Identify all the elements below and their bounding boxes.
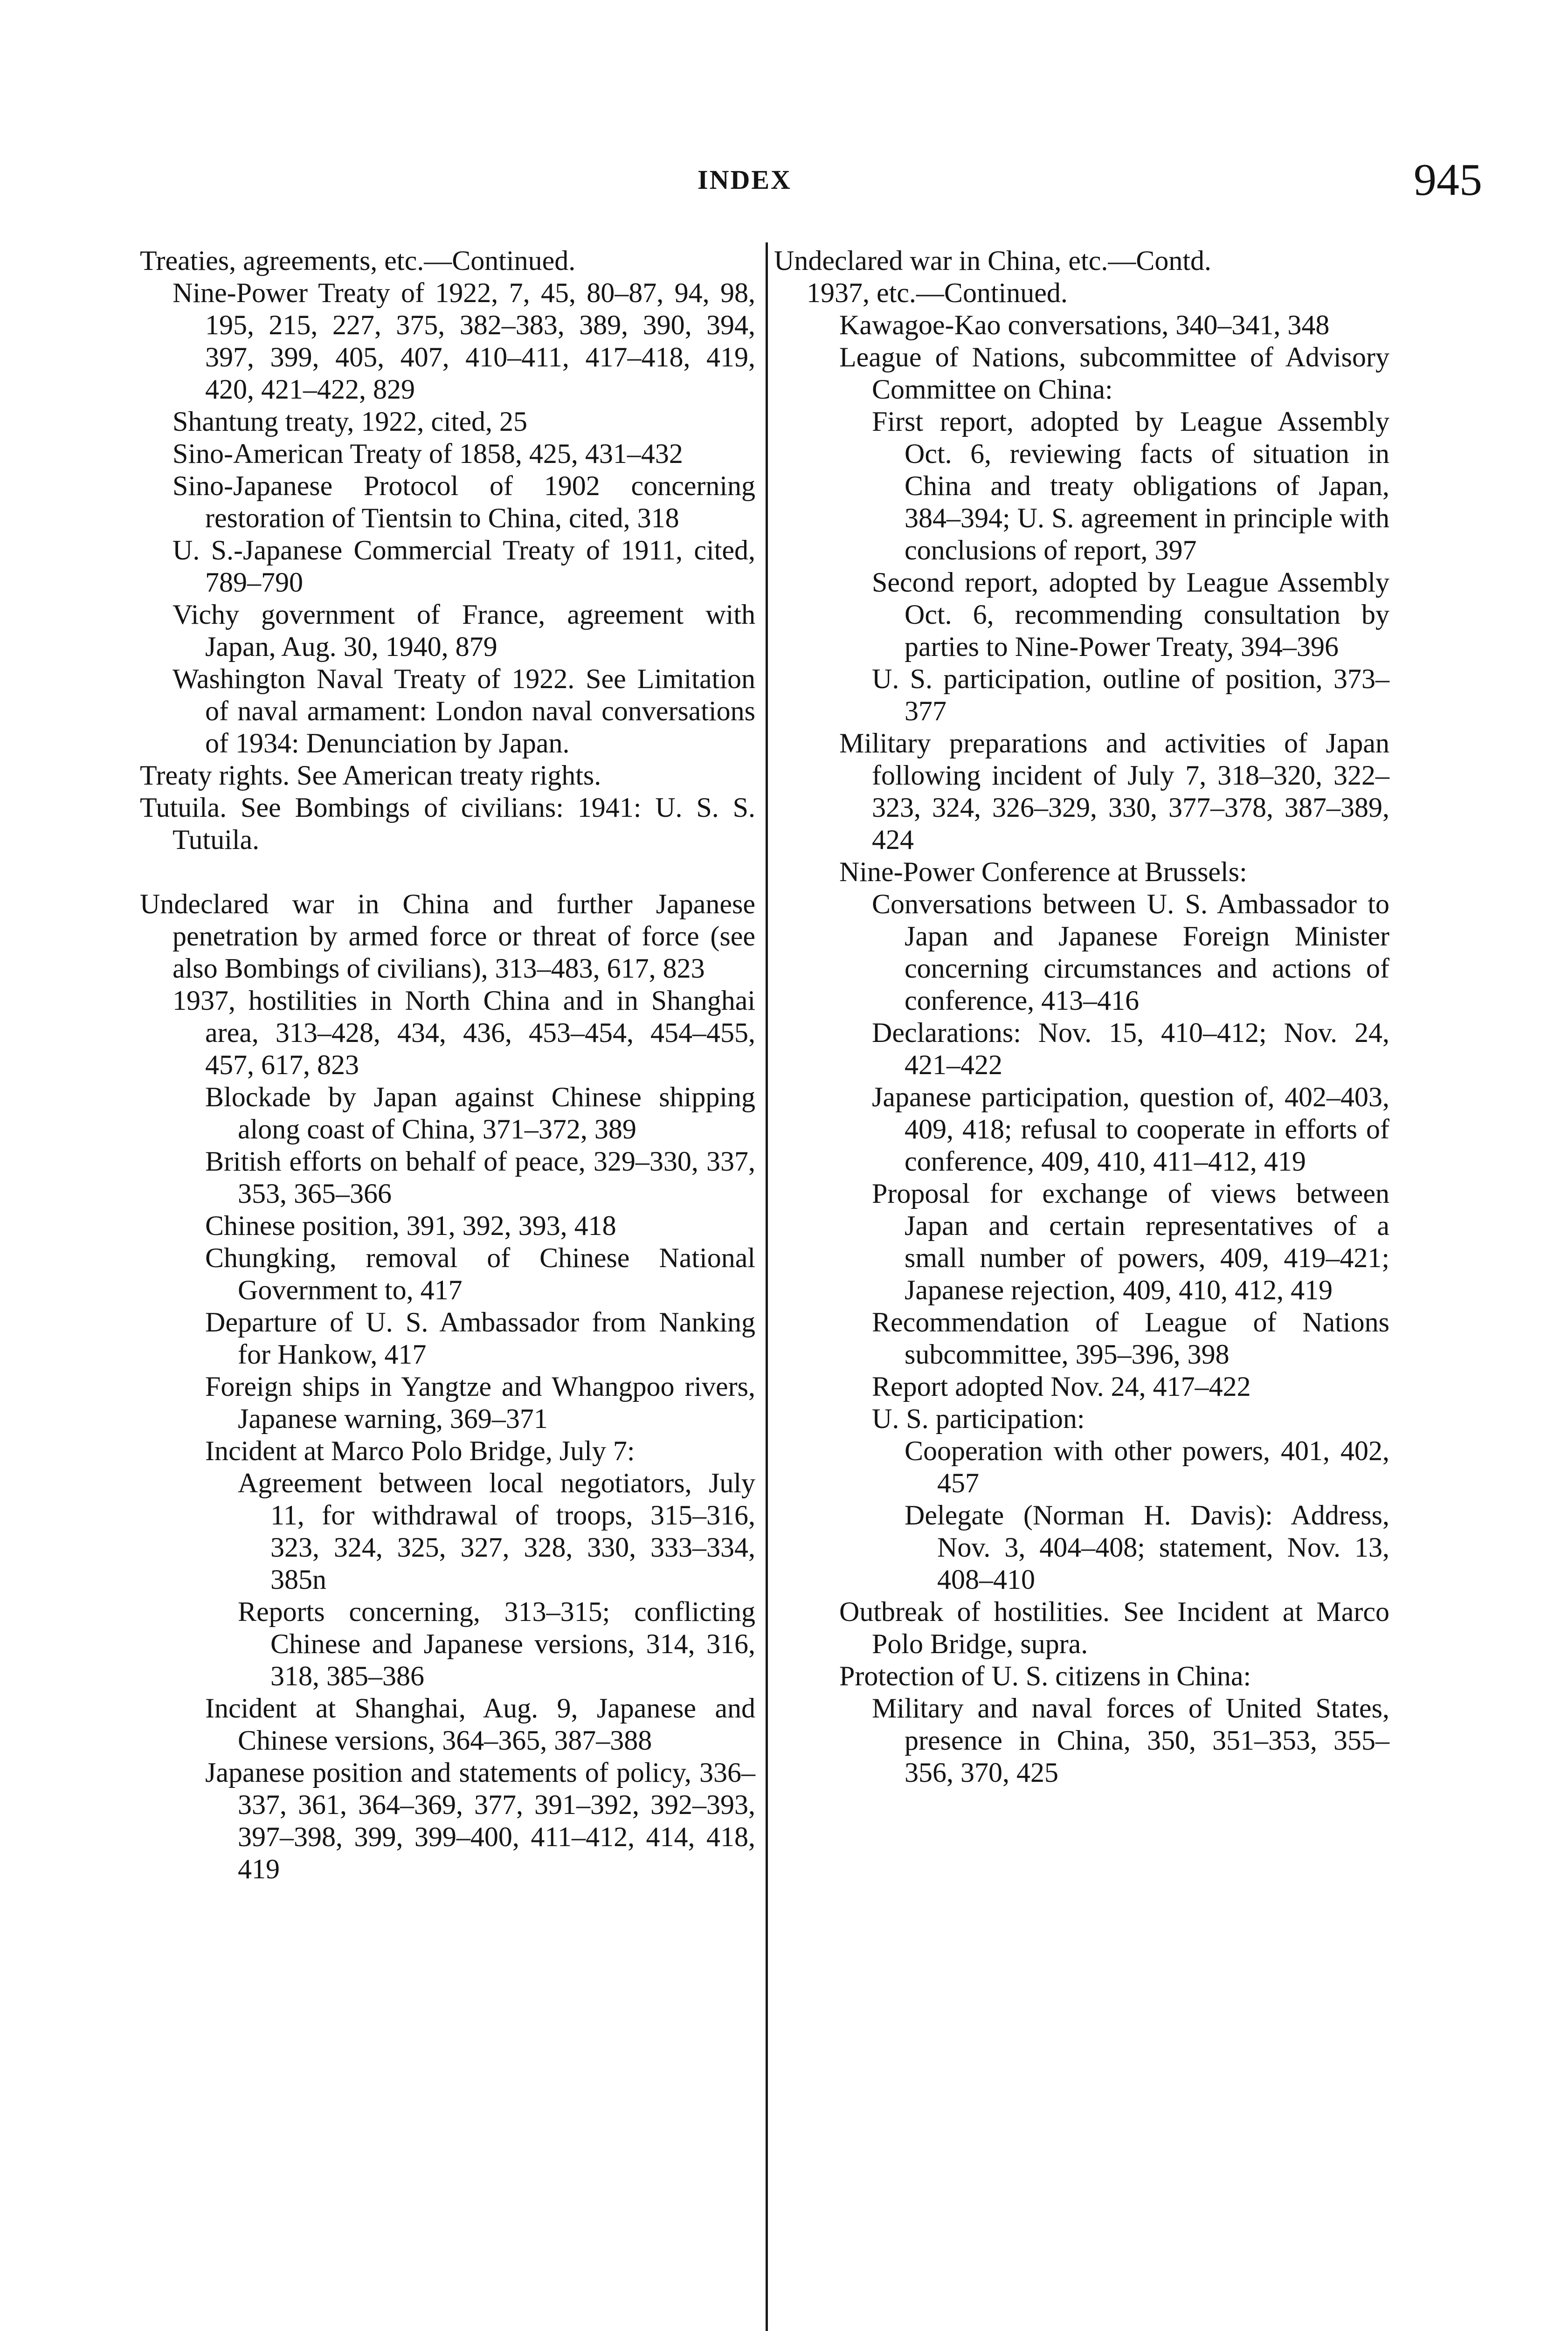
page-title: INDEX xyxy=(698,165,792,195)
column-divider xyxy=(766,242,768,2331)
index-entry: Kawagoe-Kao conversations, 340–341, 348 xyxy=(839,310,1330,340)
index-entry: Delegate (Norman H. Davis): Address, Nov. 3, 404–408; statement, Nov. 13, 408–410 xyxy=(905,1500,1389,1595)
index-entry: Chungking, removal of Chinese National Government to, 417 xyxy=(205,1242,755,1305)
index-entry: Conversations between U. S. Ambassador to Japan and Japanese Foreign Minister concerning circumstances and actions of conference, 413–416 xyxy=(872,889,1389,1016)
index-entry: Incident at Shanghai, Aug. 9, Japanese and Chinese versions, 364–365, 387–388 xyxy=(205,1693,755,1756)
index-entry: Incident at Marco Polo Bridge, July 7: xyxy=(205,1435,635,1466)
index-entry: Sino-American Treaty of 1858, 425, 431–432 xyxy=(173,438,683,469)
index-entry: Undeclared war in China, etc.—Contd. xyxy=(774,245,1212,276)
index-entry: 1937, hostilities in North China and in Shanghai area, 313–428, 434, 436, 453–454, 454–455, 457, 617, 823 xyxy=(173,985,755,1080)
index-column-left xyxy=(140,245,755,1885)
index-entry: Undeclared war in China and further Japanese penetration by armed force or threat of force (see also Bombings of civilians), 313–483, 617, 823 xyxy=(140,889,755,984)
index-entry: Second report, adopted by League Assembly Oct. 6, recommending consultation by parties to Nine-Power Treaty, 394–396 xyxy=(872,567,1389,662)
index-entry: U. S. participation, outline of position, 373–377 xyxy=(872,663,1389,726)
index-entry: First report, adopted by League Assembly Oct. 6, reviewing facts of situation in China and treaty obligations of Japan, 384–394; U. S. agreement in principle with conclusions of report, 397 xyxy=(872,406,1389,566)
page-number: 945 xyxy=(1414,155,1482,205)
index-entry: Washington Naval Treaty of 1922. See Limitation of naval armament: London naval conversations of 1934: Denunciation by Japan. xyxy=(173,663,755,759)
index-entry: U. S. participation: xyxy=(872,1403,1085,1434)
index-entry: 1937, etc.—Continued. xyxy=(807,277,1068,308)
index-entry: Reports concerning, 313–315; conflicting Chinese and Japanese versions, 314, 316, 318, 385–386 xyxy=(238,1596,755,1691)
index-entry: Protection of U. S. citizens in China: xyxy=(839,1661,1251,1691)
index-entry: Cooperation with other powers, 401, 402, 457 xyxy=(905,1435,1389,1498)
index-entry: Nine-Power Treaty of 1922, 7, 45, 80–87, 94, 98, 195, 215, 227, 375, 382–383, 389, 390, 394, 397, 399, 405, 407, 410–411, 417–418, 419, 420, 421–422, 829 xyxy=(173,277,755,405)
index-entry: British efforts on behalf of peace, 329–330, 337, 353, 365–366 xyxy=(205,1146,755,1209)
index-entry: Military and naval forces of United States, presence in China, 350, 351–353, 355–356, 370, 425 xyxy=(872,1693,1389,1788)
index-entry: Agreement between local negotiators, July 11, for withdrawal of troops, 315–316, 323, 324, 325, 327, 328, 330, 333–334, 385n xyxy=(238,1468,755,1595)
index-entry: Outbreak of hostilities. See Incident at Marco Polo Bridge, supra. xyxy=(839,1596,1389,1659)
index-entry: Treaty rights. See American treaty rights. xyxy=(140,760,601,791)
index-entry: Blockade by Japan against Chinese shipping along coast of China, 371–372, 389 xyxy=(205,1082,755,1145)
index-entry: Foreign ships in Yangtze and Whangpoo rivers, Japanese warning, 369–371 xyxy=(205,1371,755,1434)
index-entry: Declarations: Nov. 15, 410–412; Nov. 24, 421–422 xyxy=(872,1017,1389,1080)
index-entry: Recommendation of League of Nations subcommittee, 395–396, 398 xyxy=(872,1307,1389,1370)
index-entry: Vichy government of France, agreement with Japan, Aug. 30, 1940, 879 xyxy=(173,599,755,662)
index-entry: League of Nations, subcommittee of Advisory Committee on China: xyxy=(839,342,1389,405)
index-entry: U. S.-Japanese Commercial Treaty of 1911, cited, 789–790 xyxy=(173,535,755,598)
index-entry: Tutuila. See Bombings of civilians: 1941: U. S. S. Tutuila. xyxy=(140,792,755,855)
index-entry: Chinese position, 391, 392, 393, 418 xyxy=(205,1210,616,1241)
index-entry: Departure of U. S. Ambassador from Nanking for Hankow, 417 xyxy=(205,1307,755,1370)
index-entry: Military preparations and activities of Japan following incident of July 7, 318–320, 322–323, 324, 326–329, 330, 377–378, 387–389, 424 xyxy=(839,728,1389,855)
index-entry: Proposal for exchange of views between Japan and certain representatives of a small number of powers, 409, 419–421; Japanese rejection, 409, 410, 412, 419 xyxy=(872,1178,1389,1305)
index-entry: Shantung treaty, 1922, cited, 25 xyxy=(173,406,527,437)
index-entry: Japanese position and statements of policy, 336–337, 361, 364–369, 377, 391–392, 392–393, 397–398, 399, 399–400, 411–412, 414, 418, 419 xyxy=(205,1757,755,1884)
index-entry: Nine-Power Conference at Brussels: xyxy=(839,856,1247,887)
index-entry: Japanese participation, question of, 402–403, 409, 418; refusal to cooperate in efforts of conference, 409, 410, 411–412, 419 xyxy=(872,1082,1389,1177)
index-entry: Treaties, agreements, etc.—Continued. xyxy=(140,245,576,276)
index-entry: Report adopted Nov. 24, 417–422 xyxy=(872,1371,1251,1402)
index-entry: Sino-Japanese Protocol of 1902 concerning restoration of Tientsin to China, cited, 318 xyxy=(173,470,755,533)
index-column-right xyxy=(774,245,1389,1789)
